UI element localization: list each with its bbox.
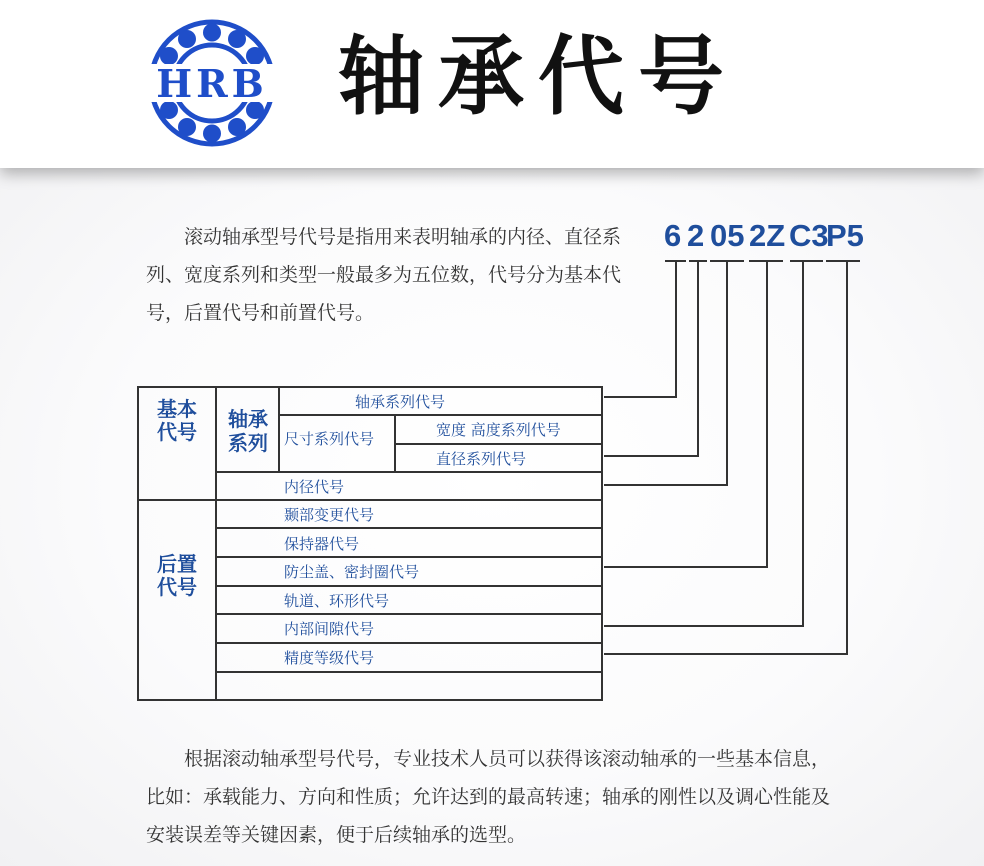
conclusion-paragraph: 根据滚动轴承型号代号，专业技术人员可以获得该滚动轴承的一些基本信息，比如：承载能力、方向和性质；允许达到的最高转速；轴承的刚性以及调心性能及安装误差等关键因素，便于后续轴承的选型。 — [146, 748, 831, 846]
suffix-row: 精度等级代号 — [284, 649, 375, 667]
bearing-series-label: 轴承系列 — [228, 407, 268, 455]
page-title: 轴承代号 — [338, 27, 738, 127]
code-part-seal: 2Z — [749, 218, 786, 253]
code-part-bore: 05 — [710, 218, 745, 253]
suffix-row: 轨道、环形代号 — [284, 592, 390, 610]
intro-paragraph: 滚动轴承型号代号是指用来表明轴承的内径、直径系列、宽度系列和类型一般最多为五位数，代号分为基本代号，后置代号和前置代号。 — [146, 226, 622, 324]
suffix-row: 保持器代号 — [284, 535, 360, 553]
suffix-code-label: 后置代号 — [157, 552, 197, 599]
suffix-row: 防尘盖、密封圈代号 — [284, 563, 420, 581]
logo-text: HRB — [156, 61, 268, 106]
code-part-precision: P5 — [826, 218, 864, 253]
basic-code-label: 基本代号 — [157, 397, 197, 444]
width-height-series-code: 宽度 高度系列代号 — [436, 421, 561, 439]
dimension-series-code: 尺寸系列代号 — [284, 430, 375, 448]
bearing-series-code: 轴承系列代号 — [355, 393, 446, 411]
code-part-clearance: C3 — [789, 218, 829, 253]
suffix-row: 颞部变更代号 — [284, 506, 375, 524]
diameter-series-code: 直径系列代号 — [436, 450, 527, 468]
suffix-row: 内部间隙代号 — [284, 620, 375, 638]
code-part-type: 6 — [664, 218, 682, 253]
header-band — [0, 0, 984, 168]
bore-code: 内径代号 — [284, 478, 345, 496]
code-part-series: 2 — [687, 218, 705, 253]
hrb-logo — [132, 18, 292, 148]
